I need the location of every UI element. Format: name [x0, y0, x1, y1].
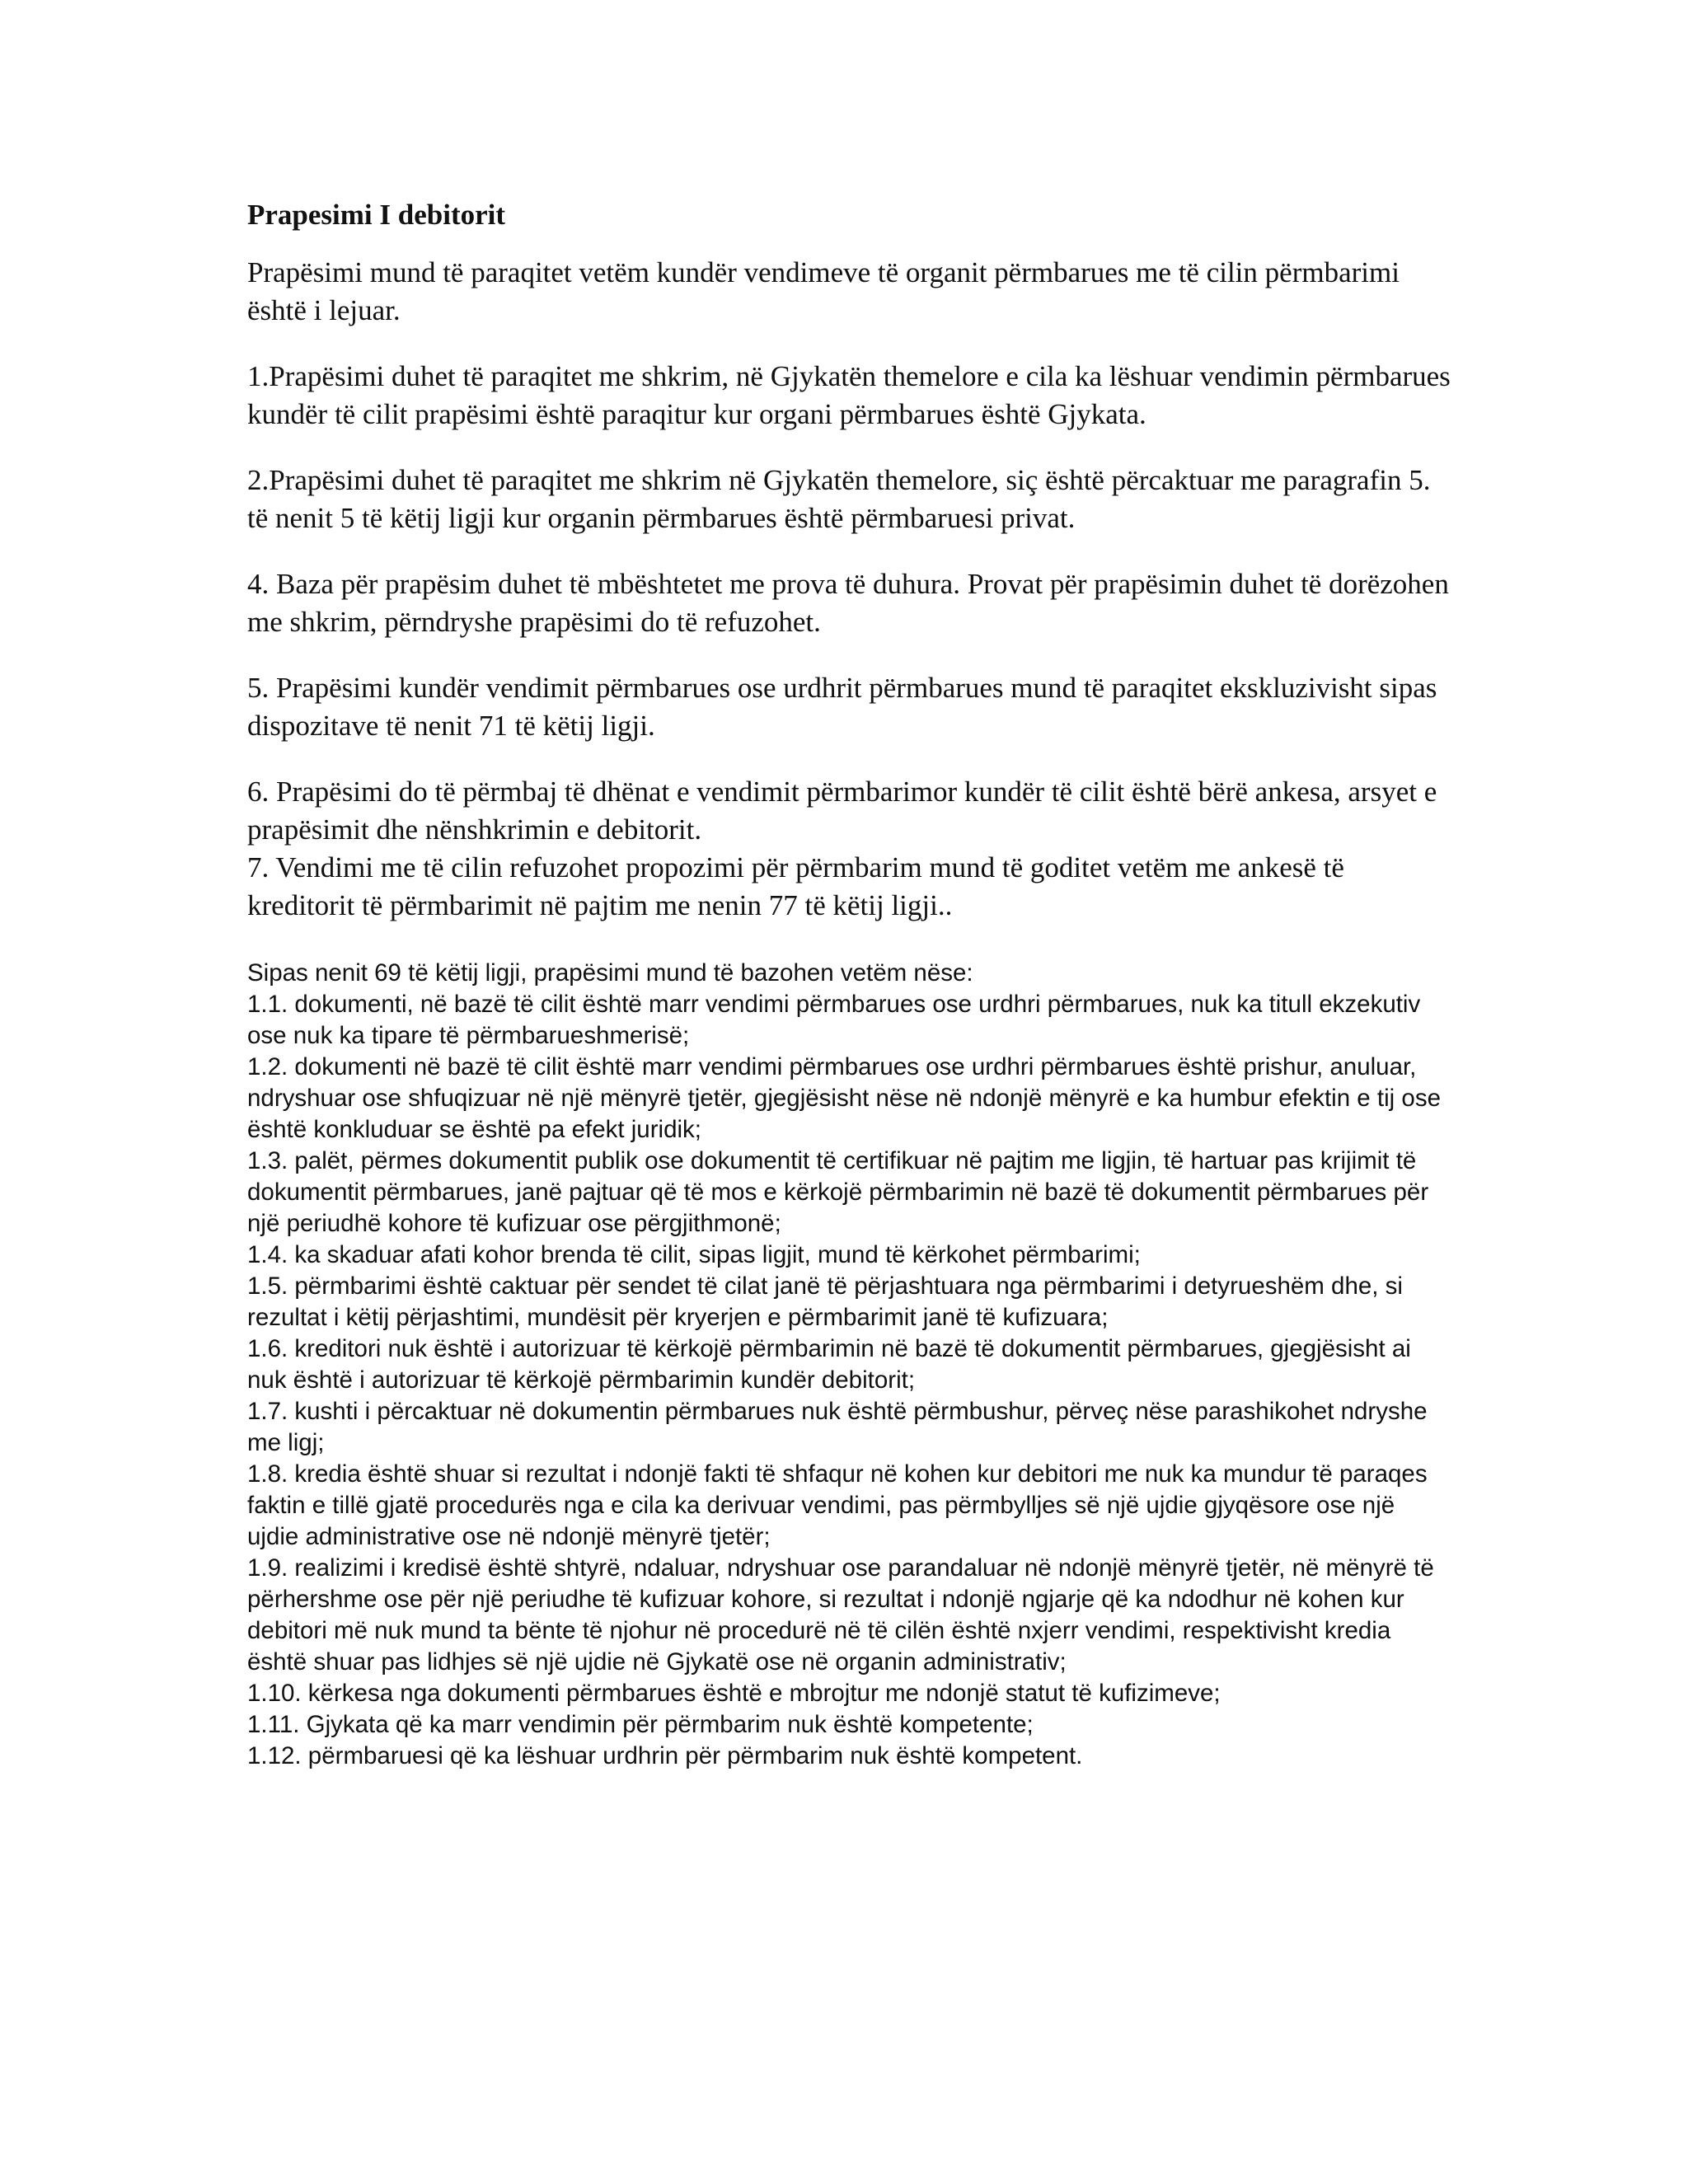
grounds-intro: Sipas nenit 69 të këtij ligji, prapësimi mund të bazohen vetëm nëse:: [247, 959, 973, 987]
ground-item: 1.2. dokumenti në bazë të cilit është marr vendimi përmbarues ose urdhri përmbarues është prishur, anuluar, ndryshuar ose shfuqizuar në një mënyrë tjetër, gjegjësisht nëse në ndonjë mënyrë e ka humbur efektin e tij ose është konkluduar se është pa efekt juridik;: [247, 1053, 1441, 1143]
ground-item: 1.5. përmbarimi është caktuar për sendet të cilat janë të përjashtuara nga përmbarimi i detyrueshëm dhe, si rezultat i këtij përjashtimi, mundësit për kryerjen e përmbarimit janë të kufizuara;: [247, 1272, 1403, 1331]
paragraph-4: 4. Baza për prapësim duhet të mbështetet me prova të duhura. Provat për prapësimin duhet të dorëzohen me shkrim, përndryshe prapësimi do të refuzohet.: [247, 568, 1449, 638]
ground-item: 1.3. palët, përmes dokumentit publik ose dokumentit të certifikuar në pajtim me ligjin, të hartuar pas krijimit të dokumentit përmbarues, janë pajtuar që të mos e kërkojë përmbarimin në bazë të dokumentit përmbarues për një periudhë kohore të kufizuar ose përgjithmonë;: [247, 1147, 1429, 1237]
ground-item: 1.1. dokumenti, në bazë të cilit është marr vendimi përmbarues ose urdhri përmbarues, nuk ka titull ekzekutiv ose nuk ka tipare të përmbarueshmerisë;: [247, 991, 1421, 1049]
ground-item: 1.12. përmbaruesi që ka lëshuar urdhrin për përmbarim nuk është kompetent.: [247, 1742, 1083, 1769]
document-page: [247, 198, 1451, 1772]
paragraph-1: 1.Prapësimi duhet të paraqitet me shkrim, në Gjykatën themelore e cila ka lëshuar vendimin përmbarues kundër të cilit prapësimi është paraqitur kur organi përmbarues është Gjykata.: [247, 360, 1451, 430]
ground-item: 1.11. Gjykata që ka marr vendimin për përmbarim nuk është kompetente;: [247, 1711, 1034, 1738]
paragraph-intro: Prapësimi mund të paraqitet vetëm kundër vendimeve të organit përmbarues me të cilin përmbarimi është i lejuar.: [247, 256, 1400, 326]
paragraph-5: 5. Prapësimi kundër vendimit përmbarues ose urdhrit përmbarues mund të paraqitet ekskluzivisht sipas dispozitave të nenit 71 të këtij ligji.: [247, 672, 1437, 742]
paragraph-7: 7. Vendimi me të cilin refuzohet propozimi për përmbarim mund të goditet vetëm me ankesë të kreditorit të përmbarimit në pajtim me nenin 77 të këtij ligji..: [247, 851, 1344, 921]
grounds-list: [247, 958, 1451, 1772]
paragraph-6: 6. Prapësimi do të përmbaj të dhënat e vendimit përmbarimor kundër të cilit është bërë ankesa, arsyet e prapësimit dhe nënshkrimin e debitorit.: [247, 776, 1437, 846]
ground-item: 1.8. kredia është shuar si rezultat i ndonjë fakti të shfaqur në kohen kur debitori me nuk ka mundur të paraqes faktin e tillë gjatë procedurës nga e cila ka derivuar vendimi, pas përmbylljes së një ujdie gjyqësore ose një ujdie administrative ose në ndonjë mënyrë tjetër;: [247, 1460, 1428, 1550]
ground-item: 1.6. kreditori nuk është i autorizuar të kërkojë përmbarimin në bazë të dokumentit përmbarues, gjegjësisht ai nuk është i autorizuar të kërkojë përmbarimin kundër debitorit;: [247, 1335, 1411, 1394]
paragraph-2: 2.Prapësimi duhet të paraqitet me shkrim në Gjykatën themelore, siç është përcaktuar me paragrafin 5. të nenit 5 të këtij ligji kur organin përmbarues është përmbaruesi privat.: [247, 464, 1431, 534]
ground-item: 1.4. ka skaduar afati kohor brenda të cilit, sipas ligjit, mund të kërkohet përmbarimi;: [247, 1241, 1141, 1268]
ground-item: 1.9. realizimi i kredisë është shtyrë, ndaluar, ndryshuar ose parandaluar në ndonjë mënyrë tjetër, në mënyrë të përhershme ose për një periudhe të kufizuar kohore, si rezultat i ndonjë ngjarje që ka ndodhur në kohen kur debitori më nuk mund ta bënte të njohur në procedurë në të cilën është nxjerr vendimi, respektivisht kredia është shuar pas lidhjes së një ujdie në Gjykatë ose në organin administrativ;: [247, 1554, 1434, 1675]
ground-item: 1.10. kërkesa nga dokumenti përmbarues është e mbrojtur me ndonjë statut të kufizimeve;: [247, 1680, 1221, 1707]
ground-item: 1.7. kushti i përcaktuar në dokumentin përmbarues nuk është përmbushur, përveç nëse parashikohet ndryshe me ligj;: [247, 1398, 1428, 1456]
document-title: Prapesimi I debitorit: [247, 199, 506, 231]
